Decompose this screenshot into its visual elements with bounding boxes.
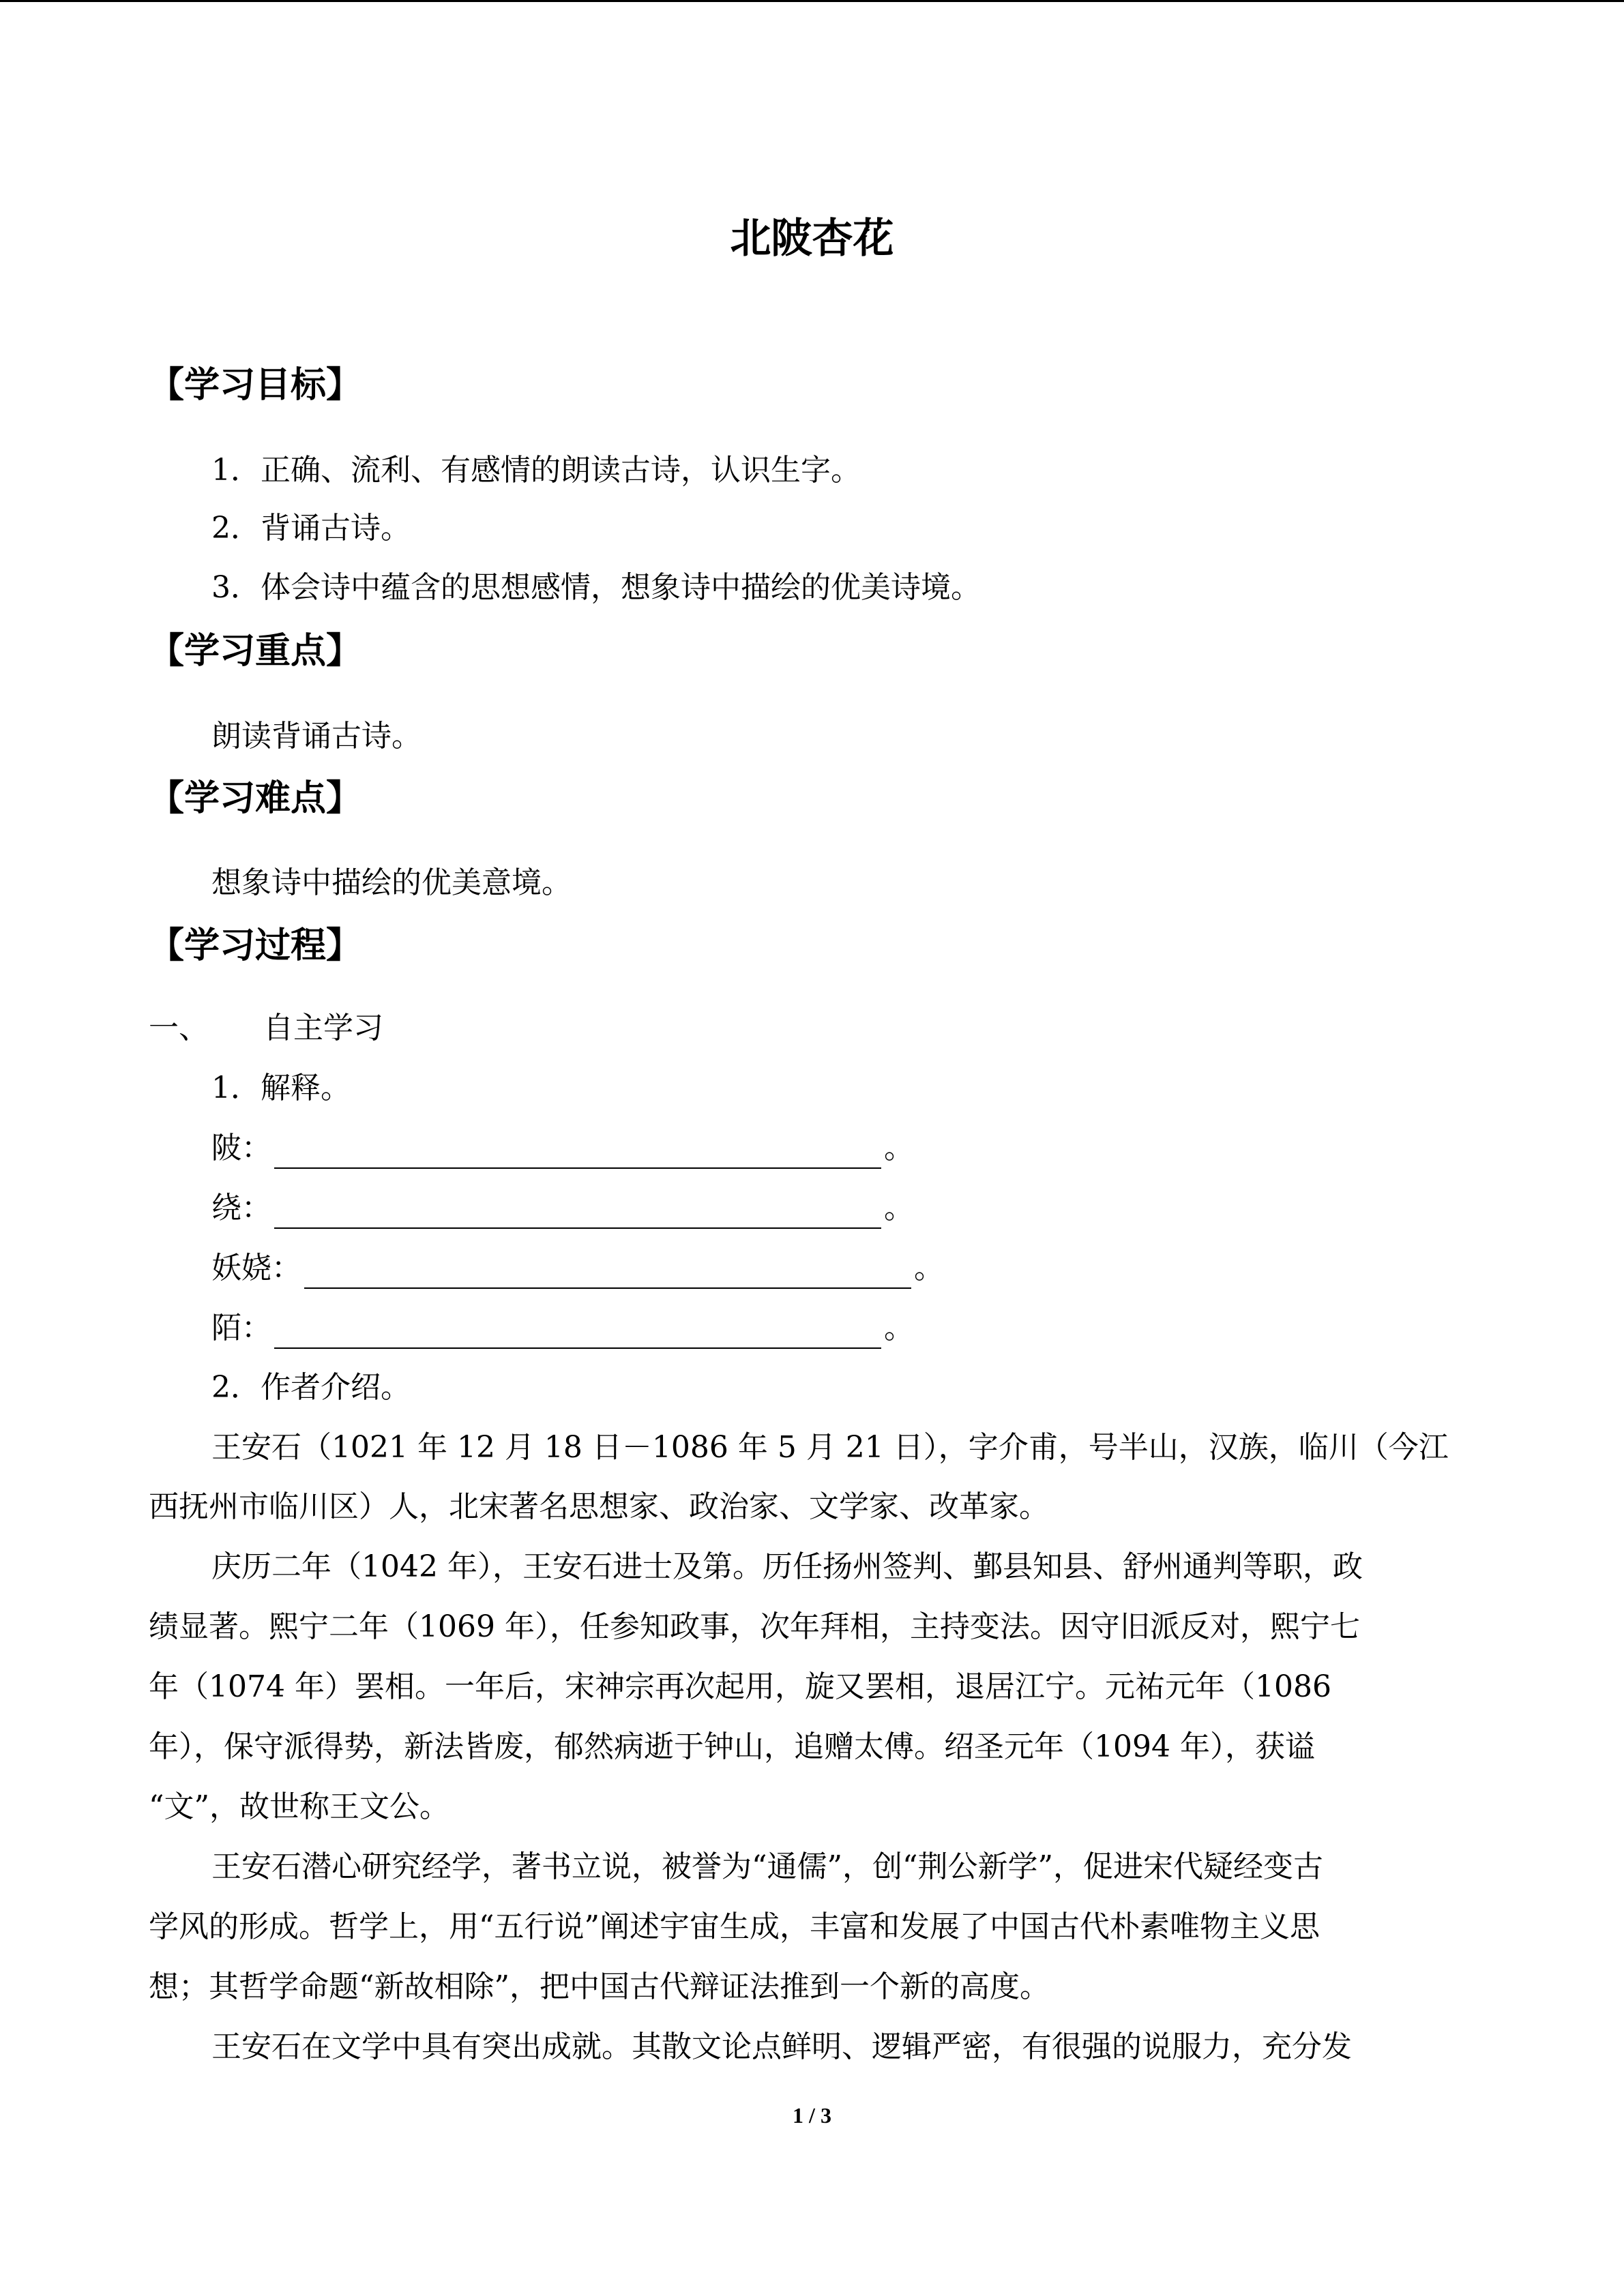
term-row-3 bbox=[211, 1248, 944, 1289]
term-end: 。 bbox=[884, 1191, 914, 1225]
explain-heading: 1．解释。 bbox=[211, 1071, 351, 1105]
objective-item-2: 2．背诵古诗。 bbox=[211, 511, 411, 546]
author-paragraph-line: 想；其哲学命题“新故相除”，把中国古代辩证法推到一个新的高度。 bbox=[149, 1969, 1050, 2004]
objective-item-3: 3．体会诗中蕴含的思想感情，想象诗中描绘的优美诗境。 bbox=[211, 570, 981, 605]
author-paragraph-line: 王安石潜心研究经学，著书立说，被誉为“通儒”，创“荆公新学”，促进宋代疑经变古 bbox=[211, 1849, 1323, 1884]
key-points-heading: 【学习重点】 bbox=[149, 631, 362, 672]
author-paragraph-line: 庆历二年（1042 年），王安石进士及第。历任扬州签判、鄞县知县、舒州通判等职，政 bbox=[211, 1549, 1363, 1584]
term-end: 。 bbox=[884, 1311, 914, 1345]
key-points-text: 朗读背诵古诗。 bbox=[211, 719, 422, 754]
objectives-heading: 【学习目标】 bbox=[149, 365, 362, 406]
page-number: 1 / 3 bbox=[793, 2103, 831, 2128]
top-border-rule bbox=[0, 0, 1624, 2]
section-label: 自主学习 bbox=[263, 1011, 383, 1045]
author-paragraph-line: 王安石（1021 年 12 月 18 日－1086 年 5 月 21 日），字介甫，号半山，汉族，临川（今江 bbox=[211, 1430, 1449, 1465]
section-number: 一、 bbox=[149, 1011, 209, 1045]
term-end: 。 bbox=[914, 1251, 944, 1285]
answer-blank[interactable] bbox=[304, 1257, 911, 1289]
author-paragraph-line: 学风的形成。哲学上，用“五行说”阐述宇宙生成，丰富和发展了中国古代朴素唯物主义思 bbox=[149, 1909, 1320, 1944]
author-heading: 2．作者介绍。 bbox=[211, 1370, 411, 1405]
difficulty-text: 想象诗中描绘的优美意境。 bbox=[211, 865, 572, 900]
term-row-2 bbox=[211, 1188, 914, 1229]
answer-blank[interactable] bbox=[274, 1317, 881, 1349]
objective-item-1: 1．正确、流利、有感情的朗读古诗，认识生字。 bbox=[211, 453, 861, 488]
term-row-4 bbox=[211, 1308, 914, 1349]
term-end: 。 bbox=[884, 1131, 914, 1165]
author-paragraph-line: 年（1074 年）罢相。一年后，宋神宗再次起用，旋又罢相，退居江宁。元祐元年（1086 bbox=[149, 1669, 1331, 1704]
difficulty-heading: 【学习难点】 bbox=[149, 778, 362, 819]
document-title: 北陂杏花 bbox=[730, 215, 894, 263]
author-paragraph-line: 年），保守派得势，新法皆废，郁然病逝于钟山，追赠太傅。绍圣元年（1094 年），获谥 bbox=[149, 1729, 1315, 1764]
term-label: 陌： bbox=[211, 1311, 271, 1345]
term-row-1 bbox=[211, 1128, 914, 1169]
author-paragraph-line: “文”，故世称王文公。 bbox=[149, 1789, 449, 1824]
answer-blank[interactable] bbox=[274, 1197, 881, 1229]
answer-blank[interactable] bbox=[274, 1137, 881, 1169]
process-heading: 【学习过程】 bbox=[149, 925, 362, 966]
term-label: 妖娆： bbox=[211, 1251, 301, 1285]
author-paragraph-line: 西抚州市临川区）人，北宋著名思想家、政治家、文学家、改革家。 bbox=[149, 1489, 1049, 1524]
term-label: 陂： bbox=[211, 1131, 271, 1165]
author-paragraph-line: 绩显著。熙宁二年（1069 年），任参知政事，次年拜相，主持变法。因守旧派反对，熙宁七 bbox=[149, 1609, 1360, 1644]
author-paragraph-line: 王安石在文学中具有突出成就。其散文论点鲜明、逻辑严密，有很强的说服力，充分发 bbox=[211, 2029, 1352, 2064]
term-label: 绕： bbox=[211, 1191, 271, 1225]
